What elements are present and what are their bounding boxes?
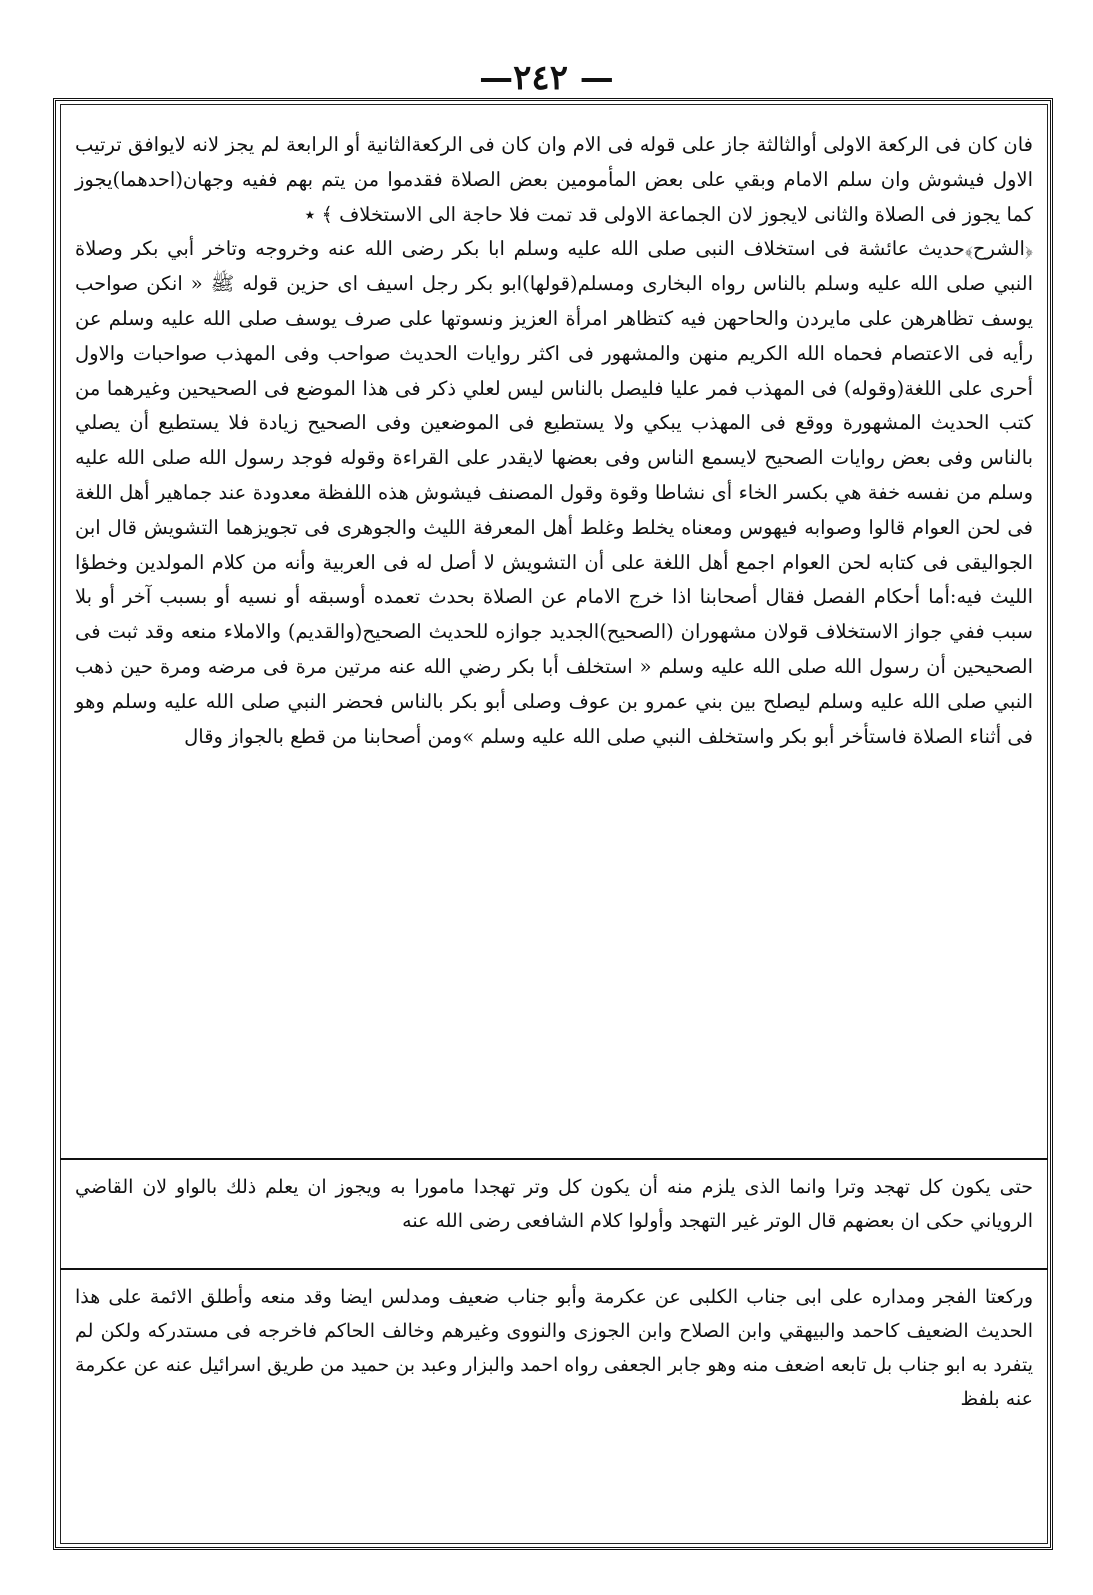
footnote-divider-upper xyxy=(60,1158,1048,1160)
footnote-upper xyxy=(75,1170,1033,1238)
page-number: —٢٤٢ — xyxy=(479,58,614,98)
footnote-upper-text: حتى يكون كل تهجد وترا وانما الذى يلزم منه أن يكون كل وتر تهجدا مامورا به ويجوز ان يعلم ذلك بالواو لان القاضي الروياني حكى ان بعضهم قال الوتر غير التهجد وأولوا كلام الشافعى رضى الله عنه xyxy=(75,1176,1033,1232)
footnote-lower-text: وركعتا الفجر ومداره على ابى جناب الكلبى عن عكرمة وأبو جناب ضعيف ومدلس ايضا وقد منعه وأطلق الائمة على هذا الحديث الضعيف كاحمد والبيهقي وابن الصلاح وابن الجوزى والنووى وغيرهم وخالف الحاكم فاخرجه فى مستدركه ولكن لم يتفرد به ابو جناب بل تابعه اضعف منه وهو جابر الجعفى رواه احمد والبزار وعبد بن حميد من طريق اسرائيل عنه عن عكرمة عنه بلفظ xyxy=(75,1286,1033,1410)
main-text xyxy=(75,128,1033,754)
main-paragraph-1: فان كان فى الركعة الاولى أوالثالثة جاز على قوله فى الام وان كان فى الركعةالثانية أو الرابعة لم يجز لانه لايوافق ترتيب الاول فيشوش وان سلم الامام وبقي على بعض المأمومين بعض الصلاة فقدموا من يتم بهم ففيه وجهان(احدهما)يجوز كما يجوز فى الصلاة والثانى لايجوز لان الجماعة الاولى قد تمت فلا حاجة الى الاستخلاف ﴾ ٭ xyxy=(75,133,1033,226)
footnote-lower xyxy=(75,1280,1033,1416)
footnote-divider-lower xyxy=(60,1268,1048,1270)
main-paragraph-2: ﴿الشرح﴾حديث عائشة فى استخلاف النبى صلى الله عليه وسلم ابا بكر رضى الله عنه وخروجه وتاخر أبي بكر وصلاة النبي صلى الله عليه وسلم بالناس رواه البخارى ومسلم(قولها)ابو بكر رجل اسيف اى حزين قوله ﷺ « انكن صواحب يوسف تظاهرهن على مايردن والحاحهن فيه كتظاهر امرأة العزيز ونسوتها على صرف يوسف صلى الله عليه وسلم عن رأيه فى الاعتصام فحماه الله الكريم منهن والمشهور فى اكثر روايات الحديث صواحب وفى المهذب صواحبات والاول أحرى على اللغة(وقوله) فى المهذب فمر عليا فليصل بالناس ليس لعلي ذكر فى هذا الموضع فى الصحيحين وغيرهما من كتب الحديث المشهورة ووقع فى المهذب يبكي ولا يستطيع فى الموضعين وفى الصحيح زيادة فلا يستطيع أن يصلي بالناس وفى بعض روايات الصحيح لايسمع الناس وفى بعضها لايقدر على القراءة وقوله فوجد رسول الله صلى الله عليه وسلم من نفسه خفة هي بكسر الخاء أى نشاطا وقوة وقول المصنف فيشوش هذه اللفظة معدودة عند جماهير أهل اللغة فى لحن العوام قالوا وصوابه فيهوس ومعناه يخلط وغلط أهل المعرفة الليث والجوهرى فى تجويزهما التشويش قال ابن الجواليقى فى كتابه لحن العوام اجمع أهل اللغة على أن التشويش لا أصل له فى العربية وأنه من كلام المولدين وخطؤا الليث فيه:أما أحكام الفصل فقال أصحابنا اذا خرج الامام عن الصلاة بحدث تعمده أوسبقه أو نسيه أو بسبب آخر أو بلا سبب ففي جواز الاستخلاف قولان مشهوران (الصحيح)الجديد جوازه للحديث الصحيح(والقديم) والاملاء منعه وقد ثبت فى الصحيحين أن رسول الله صلى الله عليه وسلم « استخلف أبا بكر رضي الله عنه مرتين مرة فى مرضه ومرة حين ذهب النبي صلى الله عليه وسلم ليصلح بين بني عمرو بن عوف وصلى أبو بكر بالناس فحضر النبي صلى الله عليه وسلم وهو فى أثناء الصلاة فاستأخر أبو بكر واستخلف النبي صلى الله عليه وسلم »ومن أصحابنا من قطع بالجواز وقال xyxy=(75,237,1033,748)
